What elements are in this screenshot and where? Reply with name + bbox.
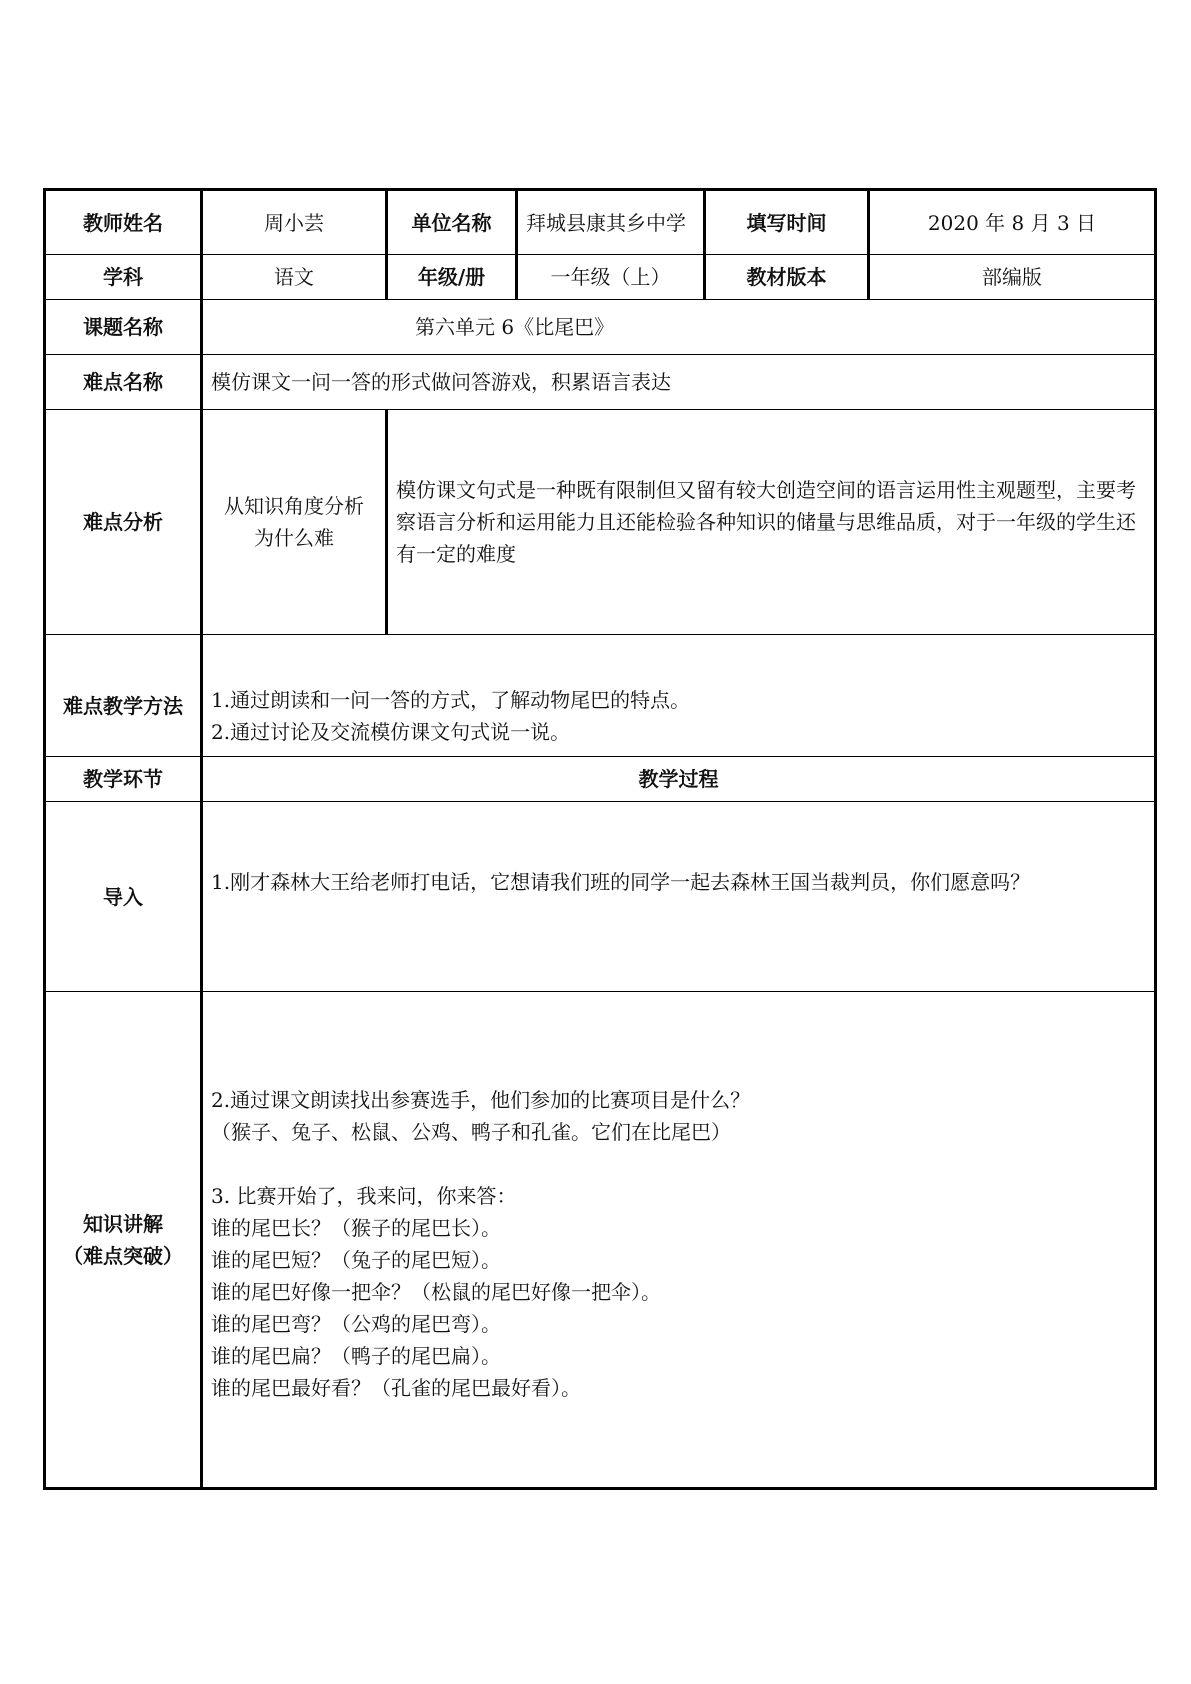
knowledge-line: 谁的尾巴扁？（鸭子的尾巴扁）。 [211,1344,501,1368]
method-line: 1.通过朗读和一问一答的方式，了解动物尾巴的特点。 [211,687,691,712]
method-label: 难点教学方法 [45,635,202,757]
knowledge-spacer [211,1148,1146,1180]
edition-label: 教材版本 [705,255,869,300]
knowledge-line: 谁的尾巴最好看？（孔雀的尾巴最好看）。 [211,1376,581,1400]
teacher-name-value: 周小芸 [202,190,387,255]
subject-label: 学科 [45,255,202,300]
knowledge-line: 谁的尾巴短？（兔子的尾巴短）。 [211,1248,501,1272]
difficulty-value: 模仿课文一问一答的形式做问答游戏，积累语言表达 [202,355,1156,410]
process-header: 教学过程 [202,757,1156,802]
unit-name-value: 拜城县康其乡中学 [517,190,705,255]
grade-label: 年级/册 [387,255,517,300]
knowledge-line: 谁的尾巴弯？（公鸡的尾巴弯）。 [211,1312,501,1336]
knowledge-content [202,992,1156,1489]
intro-text: 1.刚才森林大王给老师打电话，它想请我们班的同学一起去森林王国当裁判员，你们愿意吗？ [202,802,1156,992]
method-line: 2.通过讨论及交流模仿课文句式说一说。 [211,719,571,744]
lesson-plan-table [43,188,1157,1490]
fill-date-value: 2020 年 8 月 3 日 [869,190,1156,255]
difficulty-label: 难点名称 [45,355,202,410]
knowledge-line: 3. 比赛开始了，我来问，你来答： [211,1184,517,1208]
topic-label: 课题名称 [45,300,202,355]
topic-value: 第六单元 6《比尾巴》 [202,300,1156,355]
knowledge-label-line1: 知识讲解 [83,1211,163,1236]
process-step-label: 教学环节 [45,757,202,802]
knowledge-line: 2.通过课文朗读找出参赛选手，他们参加的比赛项目是什么？ [211,1088,751,1112]
edition-value: 部编版 [869,255,1156,300]
knowledge-label-line2: （难点突破） [63,1243,183,1268]
analysis-text: 模仿课文句式是一种既有限制但又留有较大创造空间的语言运用性主观题型，主要考察语言分析和运用能力且还能检验各种知识的储量与思维品质，对于一年级的学生还有一定的难度 [387,410,1156,635]
analysis-label: 难点分析 [45,410,202,635]
knowledge-line: 谁的尾巴好像一把伞？（松鼠的尾巴好像一把伞）。 [211,1280,661,1304]
knowledge-label [45,992,202,1489]
subject-value: 语文 [202,255,387,300]
fill-date-label: 填写时间 [705,190,869,255]
knowledge-line: 谁的尾巴长？（猴子的尾巴长）。 [211,1216,501,1240]
grade-value: 一年级（上） [517,255,705,300]
method-content [202,635,1156,757]
knowledge-line: （猴子、兔子、松鼠、公鸡、鸭子和孔雀。它们在比尾巴） [211,1120,731,1144]
unit-name-label: 单位名称 [387,190,517,255]
teacher-name-label: 教师姓名 [45,190,202,255]
intro-label: 导入 [45,802,202,992]
analysis-sub-label: 从知识角度分析为什么难 [202,410,387,635]
